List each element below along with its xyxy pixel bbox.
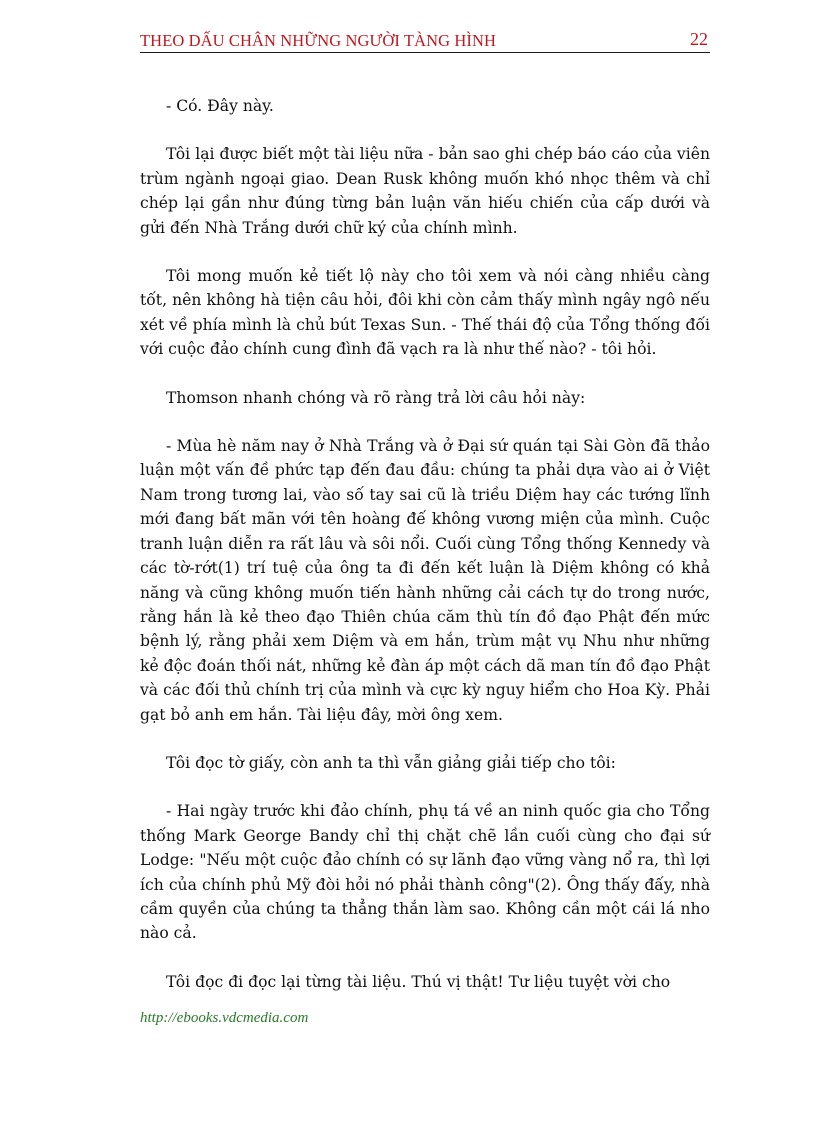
paragraph: Tôi lại được biết một tài liệu nữa - bản sao ghi chép báo cáo của viên trùm ngành ngoại giao. Dean Rusk không muốn khó nhọc thêm và chỉ chép lại gần như đúng từng bản luận văn hiếu chiến của cấp dưới và gửi đến Nhà Trắng dưới chữ ký của chính mình. — [140, 145, 710, 237]
paragraph: Tôi mong muốn kẻ tiết lộ này cho tôi xem và nói càng nhiều càng tốt, nên không hà tiện câu hỏi, đôi khi còn cảm thấy mình ngây ngô nếu xét về phía mình là chủ bút Texas Sun. - Thế thái độ của Tổng thống đối với cuộc đảo chính cung đình đã vạch ra là như thế nào? - tôi hỏi. — [140, 267, 710, 359]
paragraph: Tôi đọc đi đọc lại từng tài liệu. Thú vị thật! Tư liệu tuyệt vời cho — [166, 972, 671, 991]
body-text — [140, 94, 710, 1018]
paragraph: Tôi đọc tờ giấy, còn anh ta thì vẫn giảng giải tiếp cho tôi: — [166, 753, 616, 772]
book-title: THEO DẤU CHÂN NHỮNG NGƯỜI TÀNG HÌNH — [140, 31, 497, 50]
footer-link[interactable]: http://ebooks.vdcmedia.com — [140, 1010, 309, 1026]
paragraph: Thomson nhanh chóng và rõ ràng trả lời câu hỏi này: — [166, 388, 586, 407]
paragraph: - Có. Đây này. — [166, 97, 274, 115]
page-number: 22 — [690, 29, 708, 49]
paragraph: - Mùa hè năm nay ở Nhà Trắng và ở Đại sứ quán tại Sài Gòn đã thảo luận một vấn đề phức tạp đến đau đầu: chúng ta phải dựa vào ai ở Việt Nam trong tương lai, vào số tay sai cũ là triều Diệm hay các tướng lĩnh mới đang bất mãn với tên hoàng đế không vương miện của mình. Cuộc tranh luận diễn ra rất lâu và sôi nổi. Cuối cùng Tổng thống Kennedy và các tờ-rớt(1) trí tuệ của ông ta đi đến kết luận là Diệm không có khả năng và cũng không muốn tiến hành những cải cách tự do trong nước, rằng hắn là kẻ theo đạo Thiên chúa căm thù tín đồ đạo Phật đến mức bệnh lý, rằng phải xem Diệm và em hắn, trùm mật vụ Nhu như những kẻ độc đoán thối nát, những kẻ đàn áp một cách dã man tín đồ đạo Phật và các đối thủ chính trị của mình và cực kỳ nguy hiểm cho Hoa Kỳ. Phải gạt bỏ anh em hắn. Tài liệu đây, mời ông xem. — [140, 437, 710, 724]
paragraph: - Hai ngày trước khi đảo chính, phụ tá về an ninh quốc gia cho Tổng thống Mark George Bandy chỉ thị chặt chẽ lần cuối cùng cho đại sứ Lodge: "Nếu một cuộc đảo chính có sự lãnh đạo vững vàng nổ ra, thì lợi ích của chính phủ Mỹ đòi hỏi nó phải thành công"(2). Ông thấy đấy, nhà cầm quyền của chúng ta thẳng thắn làm sao. Không cần một cái lá nho nào cả. — [140, 802, 710, 943]
page-header — [140, 28, 710, 53]
